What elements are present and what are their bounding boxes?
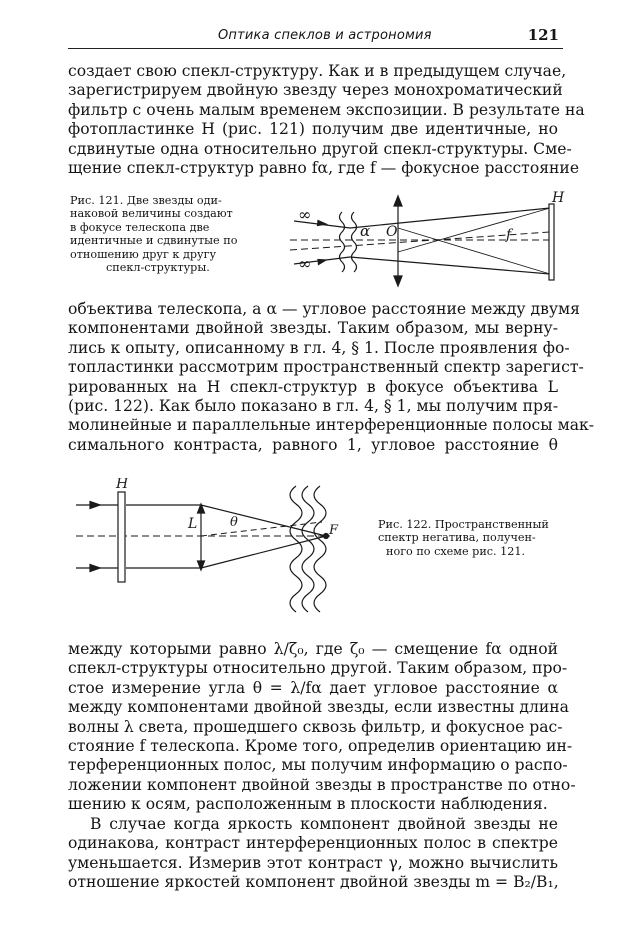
arrow-head-icon — [90, 502, 100, 509]
caption-line: спектр негатива, получен- — [378, 531, 536, 545]
figure-121-caption — [70, 194, 260, 274]
text-line: компонентами двойной звезды. Таким образом, мы верну- — [68, 319, 558, 338]
lens-l-label: L — [188, 516, 198, 532]
text-line: рированных на H спекл-структур в фокусе объектива L — [68, 377, 558, 396]
paragraph-4 — [68, 815, 558, 893]
alpha-label: α — [360, 222, 371, 240]
focus-point — [324, 534, 329, 539]
arrow-head-icon — [318, 221, 327, 226]
caption-line: в фокусе телескопа две — [70, 220, 210, 234]
text-line: волны λ света, прошедшего сквозь фильтр, и фокусное рас- — [68, 717, 563, 736]
angle-ray — [201, 522, 322, 536]
text-line: создает свою спекл-структуру. Как и в предыдущем случае, — [68, 62, 567, 80]
caption-line: ного по схеме рис. 121. — [386, 544, 526, 558]
theta-label: θ — [230, 515, 238, 530]
plate-h-label: H — [116, 478, 129, 492]
text-line: терференционных полос, мы получим информацию о распо- — [68, 756, 568, 775]
arrow-up-icon — [394, 196, 402, 206]
negative-plate — [118, 492, 125, 582]
ray-line — [201, 536, 326, 568]
text-line: стое измерение угла θ = λ/fα дает угловое расстояние α — [68, 678, 558, 697]
paragraph-1 — [68, 62, 585, 178]
caption-line: отношению друг к другу — [70, 247, 217, 261]
lens-o-label: O — [386, 224, 398, 240]
caption-line: Рис. 121. Две звезды оди- — [70, 194, 222, 207]
infinity-bottom-label: ∞ — [298, 254, 312, 273]
fringe-pattern-3 — [314, 486, 326, 612]
wavefront-right — [352, 212, 357, 272]
text-line: фотопластинке H (рис. 121) получим две идентичные, но — [68, 120, 558, 139]
figure-122-caption — [378, 518, 568, 558]
caption-line: идентичные и сдвинутые по — [70, 234, 238, 248]
text-line: уменьшается. Измерив этот контраст γ, можно вычислить — [68, 853, 558, 872]
running-head — [68, 26, 563, 49]
text-line: (рис. 122). Как было показано в гл. 4, § 1, мы получим пря- — [68, 397, 559, 416]
text-line: отношение яркостей компонент двойной звезды m = B₂/B₁, — [68, 873, 559, 892]
text-line: шению к осям, расположенным в плоскости наблюдения. — [68, 795, 548, 814]
text-line: молинейные и параллельные интерференционные полосы мак- — [68, 416, 595, 435]
text-line: зарегистрируем двойную звезду через монохроматический — [68, 81, 563, 100]
paragraph-3 — [68, 640, 576, 815]
text-line: одинакова, контраст интерференционных полос в спектре — [68, 834, 558, 853]
plate-h-label: H — [552, 190, 565, 206]
fringe-pattern-1 — [290, 486, 302, 612]
caption-line: спекл-структуры. — [106, 261, 210, 275]
page-number: 121 — [527, 26, 559, 44]
figure-121-diagram — [280, 190, 570, 296]
ray-line — [350, 208, 550, 228]
text-line: стояние f телескопа. Кроме того, определив ориентацию ин- — [68, 737, 573, 756]
arrow-down-icon — [198, 561, 205, 570]
ray-line — [201, 505, 326, 536]
text-line: щение спекл-структур равно fα, где f — фокусное расстояние — [68, 159, 580, 178]
text-line: В случае когда яркость компонент двойной звезды не — [90, 815, 558, 833]
focus-f-label: F — [329, 523, 339, 538]
text-line: ложении компонент двойной звезды в пространстве по отно- — [68, 775, 576, 794]
figure-122-diagram — [70, 478, 360, 628]
text-line: топластинки рассмотрим пространственный спектр зарегист- — [68, 358, 584, 377]
text-line: объектива телескопа, а α — угловое расстояние между двумя — [68, 300, 580, 318]
text-line: между компонентами двойной звезды, если известны длина — [68, 698, 569, 717]
infinity-top-label: ∞ — [298, 205, 312, 224]
text-line: симального контраста, равного 1, угловое расстояние θ — [68, 435, 558, 454]
photo-plate — [549, 204, 554, 280]
paragraph-2 — [68, 300, 595, 455]
running-title: Оптика спеклов и астрономия — [218, 28, 432, 43]
caption-line: Рис. 122. Пространственный — [378, 518, 549, 531]
text-line: лись к опыту, описанному в гл. 4, § 1. После проявления фо- — [68, 338, 570, 357]
text-line: фильтр с очень малым временем экспозиции. В результате на — [68, 100, 585, 119]
arrow-head-icon — [90, 565, 100, 572]
arrow-down-icon — [394, 276, 402, 286]
focal-f-label: f — [506, 227, 512, 243]
ray-line — [398, 208, 550, 252]
text-line: сдвинутые одна относительно другой спекл-структуры. Сме- — [68, 139, 572, 158]
fringe-pattern-2 — [302, 486, 314, 612]
ray-line — [350, 257, 550, 274]
caption-line: наковой величины создают — [70, 207, 233, 221]
arrow-head-icon — [318, 260, 326, 265]
wavefront-left — [340, 212, 345, 272]
text-line: спекл-структуры относительно другой. Таким образом, про- — [68, 659, 568, 678]
text-line: между которыми равно λ/ζ₀, где ζ₀ — смещение fα одной — [68, 640, 558, 658]
